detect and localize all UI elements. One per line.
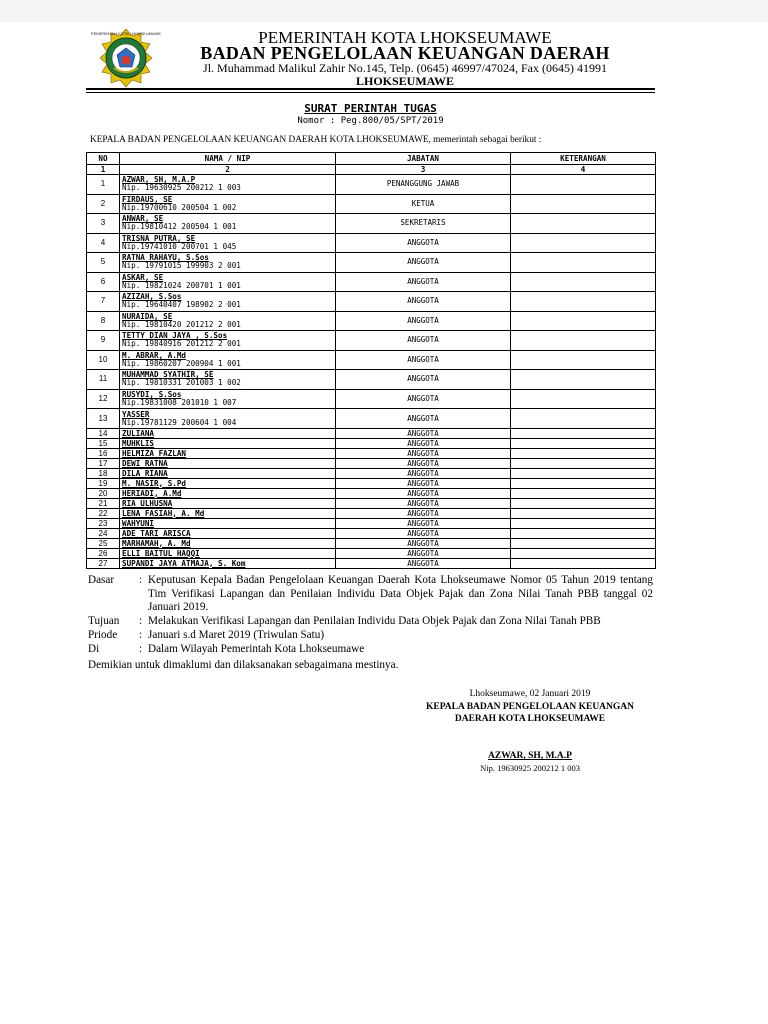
- employee-name: FIRDAUS, SE: [122, 194, 173, 204]
- employee-name: AZIZAH, S.Sos: [122, 292, 182, 302]
- row-jabatan: ANGGOTA: [336, 389, 511, 409]
- employee-nip: Nip. 19821024 200701 1 001: [122, 280, 241, 290]
- row-keterangan: [511, 292, 656, 312]
- column-number: 3: [336, 165, 511, 175]
- row-jabatan: ANGGOTA: [336, 469, 511, 479]
- row-number: 4: [87, 233, 120, 253]
- closing-statement: Demikian untuk dimaklumi dan dilaksanakan sebagaimana mestinya.: [88, 659, 399, 671]
- di-text: Dalam Wilayah Pemerintah Kota Lhokseumawe: [148, 643, 365, 655]
- row-number: 1: [87, 175, 120, 195]
- dasar-colon: :: [139, 574, 143, 586]
- row-number: 8: [87, 311, 120, 331]
- employee-nip: Nip. 19840916 201212 2 001: [122, 339, 241, 349]
- table-row: [87, 469, 656, 479]
- table-row: [87, 489, 656, 499]
- table-row: [87, 233, 656, 253]
- row-name-nip: [120, 389, 336, 409]
- priode-text: Januari s.d Maret 2019 (Triwulan Satu): [148, 629, 325, 641]
- row-name-nip: [120, 429, 336, 439]
- agency-address: Jl. Muhammad Malikul Zahir No.145, Telp. (0645) 46997/47024, Fax (0645) 41991: [203, 61, 607, 75]
- row-jabatan: SEKRETARIS: [336, 214, 511, 234]
- employee-nip: Nip. 19791015 199903 2 001: [122, 261, 241, 271]
- employee-nip: Nip.19831008 201010 1 007: [122, 397, 237, 407]
- employee-name: TRISNA PUTRA, SE: [122, 233, 196, 243]
- row-name-nip: [120, 509, 336, 519]
- row-number: 17: [87, 459, 120, 469]
- row-jabatan: ANGGOTA: [336, 449, 511, 459]
- employee-nip: Nip. 19810420 201212 2 001: [122, 319, 241, 329]
- row-name-nip: [120, 292, 336, 312]
- table-row: [87, 389, 656, 409]
- row-keterangan: [511, 409, 656, 429]
- row-keterangan: [511, 439, 656, 449]
- table-row: [87, 449, 656, 459]
- row-number: 26: [87, 549, 120, 559]
- dasar-text: Keputusan Kepala Badan Pengelolaan Keuangan Daerah Kota Lhokseumawe Nomor 05 Tahun 2019 tentang Tim Verifikasi Lapangan dan Penilaian Individu Data Objek Pajak dan Zona Nilai Tanah PBB tanggal 02 Januari 2019.: [148, 574, 653, 613]
- table-row: [87, 549, 656, 559]
- row-name-nip: [120, 549, 336, 559]
- row-number: 18: [87, 469, 120, 479]
- row-number: 11: [87, 370, 120, 390]
- column-number: 1: [87, 165, 120, 175]
- table-row: [87, 253, 656, 273]
- row-keterangan: [511, 370, 656, 390]
- row-jabatan: ANGGOTA: [336, 499, 511, 509]
- header-jabatan: JABATAN: [336, 153, 511, 165]
- row-name-nip: [120, 233, 336, 253]
- row-name-nip: [120, 499, 336, 509]
- table-row: [87, 459, 656, 469]
- employee-nip: Nip.19810412 200504 1 001: [122, 222, 237, 232]
- row-keterangan: [511, 449, 656, 459]
- employee-name: AZWAR, SH, M.A.P: [122, 175, 196, 185]
- row-keterangan: [511, 389, 656, 409]
- employee-name: ADE TARI ARISCA: [122, 528, 191, 538]
- table-row: [87, 559, 656, 569]
- row-name-nip: [120, 331, 336, 351]
- employee-name: LENA FASIAH, A. Md: [122, 508, 205, 518]
- row-number: 24: [87, 529, 120, 539]
- row-keterangan: [511, 499, 656, 509]
- employee-name: ANWAR, SE: [122, 214, 164, 224]
- table-row: [87, 292, 656, 312]
- assignment-table: [86, 152, 656, 569]
- row-name-nip: [120, 529, 336, 539]
- page-top-strip: [0, 0, 768, 22]
- row-jabatan: ANGGOTA: [336, 311, 511, 331]
- row-name-nip: [120, 214, 336, 234]
- employee-name: MARHAMAH, A. Md: [122, 538, 191, 548]
- city-emblem-logo: [84, 28, 168, 88]
- row-jabatan: ANGGOTA: [336, 429, 511, 439]
- row-jabatan: ANGGOTA: [336, 350, 511, 370]
- agency-city: LHOKSEUMAWE: [355, 74, 454, 88]
- row-jabatan: ANGGOTA: [336, 479, 511, 489]
- table-row: [87, 272, 656, 292]
- row-keterangan: [511, 194, 656, 214]
- employee-name: DEWI RATNA: [122, 458, 168, 468]
- employee-nip: Nip. 19640407 198902 2 001: [122, 300, 241, 310]
- row-number: 13: [87, 409, 120, 429]
- row-number: 23: [87, 519, 120, 529]
- row-keterangan: [511, 214, 656, 234]
- signatory-nip: Nip. 19630925 200212 1 003: [480, 763, 580, 773]
- tujuan-colon: :: [139, 615, 143, 627]
- employee-name: WAHYUNI: [122, 518, 155, 528]
- header-rule-thin: [86, 92, 655, 93]
- column-number: 4: [511, 165, 656, 175]
- employee-name: SUPANDI JAYA ATMAJA, S. Kom: [122, 558, 246, 568]
- row-name-nip: [120, 194, 336, 214]
- row-keterangan: [511, 469, 656, 479]
- row-jabatan: ANGGOTA: [336, 529, 511, 539]
- row-number: 12: [87, 389, 120, 409]
- row-keterangan: [511, 509, 656, 519]
- employee-nip: Nip. 19860207 200904 1 001: [122, 358, 241, 368]
- signature-place-date: Lhokseumawe, 02 Januari 2019: [469, 689, 591, 699]
- row-name-nip: [120, 439, 336, 449]
- row-jabatan: ANGGOTA: [336, 559, 511, 569]
- di-colon: :: [139, 643, 143, 655]
- employee-name: YASSER: [122, 409, 150, 419]
- row-jabatan: PENANGGUNG JAWAB: [336, 175, 511, 195]
- agency-name: BADAN PENGELOLAAN KEUANGAN DAERAH: [200, 43, 610, 63]
- row-number: 21: [87, 499, 120, 509]
- table-row: [87, 519, 656, 529]
- row-keterangan: [511, 233, 656, 253]
- table-row: [87, 429, 656, 439]
- row-number: 2: [87, 194, 120, 214]
- row-keterangan: [511, 429, 656, 439]
- row-name-nip: [120, 479, 336, 489]
- employee-name: TETTY DIAN JAYA , S.Sos: [122, 331, 228, 341]
- employee-name: MUHAMMAD SYATHIR, SE: [122, 370, 214, 380]
- row-keterangan: [511, 272, 656, 292]
- table-row: [87, 311, 656, 331]
- table-row: [87, 529, 656, 539]
- signature-position-line2: DAERAH KOTA LHOKSEUMAWE: [454, 714, 606, 724]
- row-jabatan: ANGGOTA: [336, 409, 511, 429]
- logo-lettering: PEMERINTAH KOTA LHOKSEUMAWE: [91, 31, 161, 36]
- row-name-nip: [120, 559, 336, 569]
- row-name-nip: [120, 370, 336, 390]
- row-name-nip: [120, 459, 336, 469]
- row-name-nip: [120, 311, 336, 331]
- employee-name: MUHKLIS: [122, 438, 155, 448]
- table-row: [87, 350, 656, 370]
- row-number: 27: [87, 559, 120, 569]
- employee-name: RATNA RAHAYU, S.Sos: [122, 253, 209, 263]
- employee-nip: Nip.19781129 200604 1 004: [122, 417, 237, 427]
- row-jabatan: ANGGOTA: [336, 549, 511, 559]
- row-name-nip: [120, 272, 336, 292]
- row-jabatan: ANGGOTA: [336, 459, 511, 469]
- employee-name: ZULIANA: [122, 428, 155, 438]
- employee-name: HERIADI, A.Md: [122, 488, 182, 498]
- row-name-nip: [120, 409, 336, 429]
- row-jabatan: ANGGOTA: [336, 509, 511, 519]
- row-number: 19: [87, 479, 120, 489]
- row-jabatan: ANGGOTA: [336, 292, 511, 312]
- row-jabatan: ANGGOTA: [336, 439, 511, 449]
- row-keterangan: [511, 519, 656, 529]
- column-number: 2: [120, 165, 336, 175]
- row-name-nip: [120, 519, 336, 529]
- employee-nip: Nip.19700610 200504 1 002: [122, 202, 237, 212]
- signature-position-line1: KEPALA BADAN PENGELOLAAN KEUANGAN: [425, 702, 635, 712]
- row-keterangan: [511, 311, 656, 331]
- row-keterangan: [511, 479, 656, 489]
- row-keterangan: [511, 559, 656, 569]
- employee-name: RUSYDI, S.Sos: [122, 389, 182, 399]
- table-row: [87, 175, 656, 195]
- row-number: 7: [87, 292, 120, 312]
- employee-name: M. NASIR, S.Pd: [122, 478, 187, 488]
- row-jabatan: ANGGOTA: [336, 370, 511, 390]
- employee-name: NURAIDA, SE: [122, 311, 173, 321]
- letter-title: SURAT PERINTAH TUGAS: [304, 102, 437, 115]
- header-no: NO: [87, 153, 120, 165]
- row-name-nip: [120, 253, 336, 273]
- row-number: 15: [87, 439, 120, 449]
- row-keterangan: [511, 529, 656, 539]
- row-jabatan: ANGGOTA: [336, 519, 511, 529]
- row-number: 22: [87, 509, 120, 519]
- employee-name: M. ABRAR, A.Md: [122, 350, 187, 360]
- row-name-nip: [120, 469, 336, 479]
- row-jabatan: ANGGOTA: [336, 272, 511, 292]
- dasar-label: Dasar: [88, 574, 115, 586]
- row-keterangan: [511, 539, 656, 549]
- row-number: 25: [87, 539, 120, 549]
- row-number: 9: [87, 331, 120, 351]
- table-row: [87, 409, 656, 429]
- employee-name: RIA ULHUSNA: [122, 498, 173, 508]
- row-name-nip: [120, 449, 336, 459]
- signatory-name: AZWAR, SH, M.A.P: [488, 751, 572, 761]
- row-number: 14: [87, 429, 120, 439]
- government-name: PEMERINTAH KOTA LHOKSEUMAWE: [258, 28, 552, 47]
- table-row: [87, 331, 656, 351]
- row-keterangan: [511, 175, 656, 195]
- tujuan-label: Tujuan: [88, 615, 120, 627]
- row-jabatan: ANGGOTA: [336, 253, 511, 273]
- header-name-nip: NAMA / NIP: [120, 153, 336, 165]
- row-jabatan: ANGGOTA: [336, 489, 511, 499]
- row-jabatan: KETUA: [336, 194, 511, 214]
- row-number: 10: [87, 350, 120, 370]
- letter-intro: KEPALA BADAN PENGELOLAAN KEUANGAN DAERAH KOTA LHOKSEUMAWE, memerintah sebagai berikut :: [90, 135, 542, 145]
- priode-label: Priode: [88, 629, 118, 641]
- row-name-nip: [120, 350, 336, 370]
- row-keterangan: [511, 331, 656, 351]
- table-row: [87, 214, 656, 234]
- row-number: 20: [87, 489, 120, 499]
- table-row: [87, 194, 656, 214]
- row-keterangan: [511, 253, 656, 273]
- row-keterangan: [511, 549, 656, 559]
- row-keterangan: [511, 459, 656, 469]
- employee-name: ELLI BAITUL HAQQI: [122, 548, 200, 558]
- row-number: 5: [87, 253, 120, 273]
- di-label: Di: [88, 643, 100, 655]
- row-keterangan: [511, 489, 656, 499]
- tujuan-text: Melakukan Verifikasi Lapangan dan Penilaian Individu Data Objek Pajak dan Zona Nilai Tanah PBB: [148, 615, 601, 627]
- table-row: [87, 370, 656, 390]
- employee-name: DILA RIANA: [122, 468, 168, 478]
- table-row: [87, 499, 656, 509]
- employee-nip: Nip. 19630925 200212 1 003: [122, 183, 241, 193]
- row-name-nip: [120, 539, 336, 549]
- row-jabatan: ANGGOTA: [336, 539, 511, 549]
- priode-colon: :: [139, 629, 143, 641]
- employee-name: HELMIZA FAZLAN: [122, 448, 187, 458]
- table-row: [87, 439, 656, 449]
- row-name-nip: [120, 489, 336, 499]
- row-jabatan: ANGGOTA: [336, 331, 511, 351]
- table-row: [87, 479, 656, 489]
- employee-nip: Nip.19741010 200701 1 045: [122, 241, 237, 251]
- row-keterangan: [511, 350, 656, 370]
- table-column-number-row: [87, 165, 656, 175]
- row-jabatan: ANGGOTA: [336, 233, 511, 253]
- table-row: [87, 539, 656, 549]
- table-row: [87, 509, 656, 519]
- employee-name: ASKAR, SE: [122, 272, 164, 282]
- row-name-nip: [120, 175, 336, 195]
- row-number: 6: [87, 272, 120, 292]
- table-header-row: [87, 153, 656, 165]
- row-number: 3: [87, 214, 120, 234]
- employee-nip: Nip. 19810331 201003 1 002: [122, 378, 241, 388]
- header-keterangan: KETERANGAN: [511, 153, 656, 165]
- header-rule-thick: [86, 88, 655, 90]
- letter-number: Nomor : Peg.800/05/SPT/2019: [297, 116, 444, 126]
- row-number: 16: [87, 449, 120, 459]
